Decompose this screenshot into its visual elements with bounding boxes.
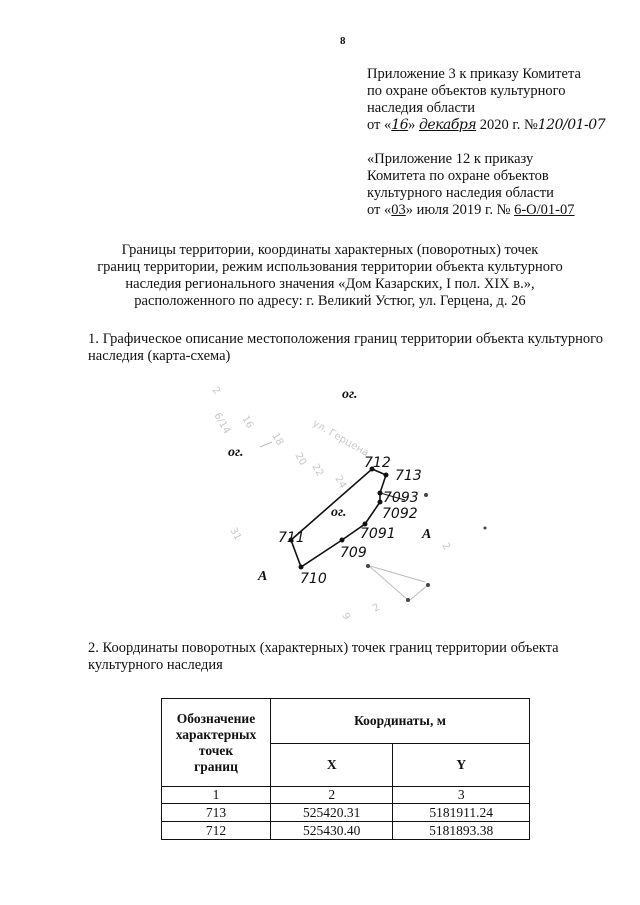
svg-text:2: 2 [209, 384, 223, 397]
svg-text:ул. Герцена: ул. Герцена [310, 418, 371, 460]
title-line2: границ территории, режим использования территории объекта культурного [97, 259, 563, 275]
point-713: 713 [395, 468, 422, 484]
point-7091: 7091 [360, 526, 396, 542]
document-title [60, 242, 600, 310]
col-x-header: X [271, 744, 393, 787]
title-line1: Границы территории, координаты характерных (поворотных) точек [121, 242, 539, 258]
appendix-new-line2: по охране объектов культурного [367, 83, 566, 99]
old-date-mid: » июля 2019 г. № [405, 202, 511, 218]
table-row: 712 525430.40 5181893.38 [162, 822, 530, 840]
appendix-new-line1: Приложение 3 к приказу Комитета [367, 66, 581, 82]
col-y-header: Y [393, 744, 530, 787]
svg-text:9: 9 [339, 611, 353, 623]
svg-text:2: 2 [439, 541, 453, 553]
point-712: 712 [364, 455, 391, 471]
appendix-new-date [367, 117, 605, 134]
point-711: 711 [278, 530, 305, 546]
og-label-left: ог. [228, 445, 244, 460]
appendix-old-date [367, 202, 575, 219]
table-row: 713 525420.31 5181911.24 [162, 804, 530, 822]
zone-a-left: А [258, 569, 268, 584]
svg-text:18: 18 [269, 431, 286, 448]
date-month: декабря [418, 117, 477, 133]
appendix-old-line3: культурного наследия области [367, 185, 554, 201]
title-line4: расположенного по адресу: г. Великий Устюг, ул. Герцена, д. 26 [134, 293, 526, 309]
svg-text:6/14: 6/14 [211, 411, 233, 436]
date-day: 16 [391, 117, 409, 133]
section2-heading: 2. Координаты поворотных (характерных) точек границ территории объекта культурного наследия [88, 640, 559, 673]
date-prefix: от « [367, 117, 392, 133]
order-number: 120/01-07 [537, 117, 606, 133]
title-line3: наследия регионального значения «Дом Казарских, I пол. XIX в.», [125, 276, 535, 292]
point-7093: 7093 [383, 490, 419, 506]
point-710: 710 [300, 571, 327, 587]
svg-text:22: 22 [309, 462, 326, 479]
zone-a-right: А [422, 527, 432, 542]
section1-heading: 1. Графическое описание местоположения границ территории объекта культурного наследия (карта-схема) [88, 331, 603, 364]
index-row: 1 2 3 [162, 787, 530, 804]
old-order-number: 6-О/01-07 [514, 202, 575, 218]
boundary-map [200, 380, 500, 625]
svg-text:31: 31 [227, 526, 244, 543]
map-area-labels [228, 387, 431, 584]
col-point-header: Обозначение характерных точек границ [162, 699, 271, 787]
og-label-top: ог. [342, 387, 358, 402]
old-date-prefix: от « [367, 202, 392, 218]
appendix-old-line2: Комитета по охране объектов [367, 168, 549, 184]
point-7092: 7092 [382, 506, 418, 522]
svg-text:16: 16 [239, 414, 256, 431]
old-date-day: 03 [391, 202, 406, 218]
date-sep: » [408, 117, 416, 133]
svg-text:20: 20 [292, 451, 309, 468]
appendix-old-line1: «Приложение 12 к приказу [367, 151, 534, 167]
col-coordinates-header: Координаты, м [271, 699, 530, 744]
svg-text:2: 2 [371, 601, 383, 615]
og-label-inside: ог. [331, 505, 347, 520]
point-709: 709 [340, 545, 367, 561]
appendix-new-line3: наследия области [367, 100, 476, 116]
svg-text:24: 24 [332, 474, 349, 491]
date-year: 2020 г. № [479, 117, 538, 133]
coordinates-table [161, 698, 530, 840]
page-number: 8 [340, 35, 346, 47]
